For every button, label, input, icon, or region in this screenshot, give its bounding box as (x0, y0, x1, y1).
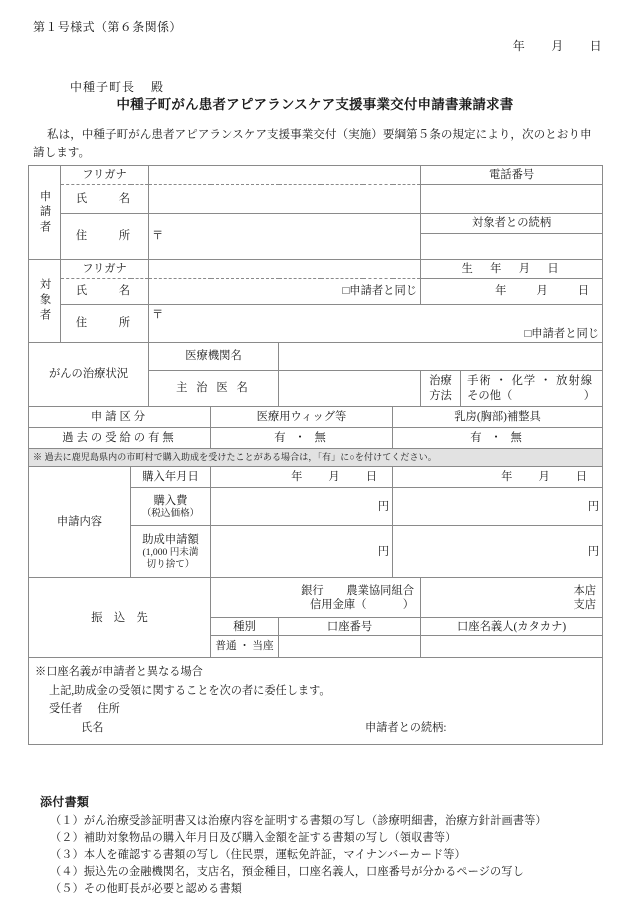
subsidy-yen-2: 円 (587, 545, 600, 558)
header-year-label: 年 (512, 39, 526, 53)
applicant-address-label: 住 所 (61, 214, 149, 260)
list-item: （４）振込先の金融機関名，支店名，預金種目，口座名義人，口座番号が分かるページの写し (50, 866, 524, 879)
list-item: （３）本人を確認する書類の写し（住民票，運転免許証，マイナンバーカード等） (50, 849, 466, 862)
delegation-delegate-label: 受任者 (49, 703, 83, 716)
purchase-cost-input-1[interactable] (211, 488, 393, 526)
content-section-label: 申請内容 (29, 467, 131, 578)
bank-branch-line1: 本店 (573, 584, 597, 597)
purchase-date-row (29, 467, 603, 488)
applicant-furigana-row (29, 166, 603, 185)
postal-mark-icon: 〒 (152, 230, 164, 243)
applicant-furigana-input[interactable] (149, 166, 421, 185)
applicant-relation-input[interactable] (421, 234, 603, 260)
header-month-label: 月 (551, 39, 564, 53)
header-date-line (513, 37, 602, 54)
target-address-label: 住 所 (61, 305, 149, 343)
application-table (28, 165, 603, 745)
page-title: 中種子町がん患者アピアランスケア支援事業交付申請書兼請求書 (116, 97, 514, 112)
purchase-cost-input-2[interactable] (393, 488, 603, 526)
treatment-method-input[interactable] (461, 371, 603, 407)
list-item: （５）その他町長が必要と認める書類 (50, 883, 242, 896)
bank-institution-line2: 信用金庫（ ） (310, 598, 415, 611)
category-note: ※ 過去に鹿児島県内の市町村で購入助成を受けたことがある場合は，「有」に○を付けてください。 (29, 449, 603, 467)
target-birth-label: 生 年 月 日 (421, 260, 603, 279)
bank-account-holder-label: 口座名義人(カタカナ) (421, 618, 603, 636)
applicant-relation-label: 対象者との続柄 (421, 214, 603, 234)
target-address-input[interactable] (149, 305, 603, 325)
delegation-relation-field[interactable]: 申請者との続柄: (365, 721, 447, 734)
bank-account-number-label: 口座番号 (279, 618, 421, 636)
treatment-method-label (421, 371, 461, 407)
treatment-institution-row (29, 343, 603, 371)
bank-institution-line1: 銀行 農業協同組合 (301, 584, 415, 597)
delegation-block (29, 658, 603, 745)
target-section-label: 対象者 (29, 260, 61, 343)
attachments-section (40, 793, 620, 898)
past-receipt-wig-value[interactable]: 有 ・ 無 (211, 428, 393, 449)
attachments-title: 添付書類 (40, 795, 90, 809)
category-label: 申請区分 (29, 407, 211, 428)
bank-branch-input[interactable] (421, 578, 603, 618)
target-name-label: 氏 名 (61, 279, 149, 305)
target-address-same-checkbox[interactable]: □申請者と同じ (149, 325, 603, 343)
treatment-institution-input[interactable] (279, 343, 603, 371)
subsidy-label-sub1: (1,000 円未満 (142, 546, 199, 558)
list-item: （１）がん治療受診証明書又は治療内容を証明する書類の写し（診療明細書，治療方針計画書等） (50, 815, 547, 827)
addressee-name: 中種子町長 (70, 80, 136, 94)
target-furigana-label: フリガナ (61, 260, 149, 279)
treatment-method-label-line2: 方法 (429, 389, 452, 402)
treatment-institution-label: 医療機関名 (149, 343, 279, 371)
treatment-section-label: がんの治療状況 (29, 343, 149, 407)
purchase-cost-yen-1: 円 (377, 500, 389, 513)
delegation-line2: 上記,助成金の受領に関することを次の者に委任します。 (49, 684, 331, 697)
addressee-honorific: 殿 (151, 80, 165, 94)
applicant-phone-input[interactable] (421, 185, 603, 214)
bank-account-number-input[interactable] (279, 636, 421, 658)
bank-section-label: 振 込 先 (29, 578, 211, 658)
category-col-wig[interactable]: 医療用ウィッグ等 (211, 407, 393, 428)
past-receipt-label: 過去の受給の有無 (29, 428, 211, 449)
bank-branch-line2: 支店 (573, 598, 597, 611)
applicant-name-input[interactable] (149, 185, 421, 214)
purchase-date-input-2[interactable] (393, 467, 603, 488)
applicant-address-input[interactable] (149, 214, 421, 260)
category-col-breast[interactable]: 乳房(胸部)補整具 (393, 407, 603, 428)
treatment-doctor-label: 主 治 医 名 (149, 371, 279, 407)
treatment-method-options[interactable]: 手術 ・ 化学 ・ 放射線 (467, 375, 594, 388)
applicant-name-row (29, 185, 603, 214)
subsidy-label-main: 助成申請額 (142, 533, 199, 546)
delegation-address-field[interactable]: 住所 (97, 703, 120, 716)
subsidy-input-2[interactable] (393, 526, 603, 578)
purchase-cost-label-sub: （税込価格） (141, 507, 200, 519)
intro-paragraph: 私は，中種子町がん患者アピアランスケア支援事業交付（実施）要綱第５条の規定により，次のとおり申請します。 (33, 128, 592, 159)
target-same-as-applicant-checkbox[interactable]: □申請者と同じ (149, 279, 421, 305)
category-row (29, 407, 603, 428)
category-note-row (29, 449, 603, 467)
subsidy-label-sub2: 切り捨て） (146, 558, 195, 570)
delegation-line4 (35, 719, 596, 737)
purchase-date-month-2: 月 (538, 471, 550, 484)
delegation-line3 (35, 700, 596, 718)
treatment-method-label-line1: 治療 (429, 375, 452, 388)
bank-institution-input[interactable] (211, 578, 421, 618)
purchase-date-day-2: 日 (575, 471, 588, 484)
purchase-cost-label-main: 購入費 (153, 494, 188, 507)
purchase-date-label: 購入年月日 (131, 467, 211, 488)
target-birth-day: 日 (577, 285, 590, 298)
target-birth-year: 年 (495, 285, 507, 298)
treatment-doctor-input[interactable] (279, 371, 421, 407)
purchase-cost-yen-2: 円 (587, 500, 600, 513)
bank-institution-row (29, 578, 603, 618)
purchase-date-month-1: 月 (328, 471, 340, 484)
target-name-row (29, 279, 603, 305)
delegation-name-field[interactable]: 氏名 (81, 721, 104, 734)
form-number: 第１号様式（第６条関係） (33, 20, 182, 34)
subsidy-input-1[interactable] (211, 526, 393, 578)
past-receipt-breast-value[interactable]: 有 ・ 無 (393, 428, 603, 449)
purchase-date-year-1: 年 (291, 471, 303, 484)
applicant-phone-label: 電話番号 (421, 166, 603, 185)
bank-type-value[interactable]: 普通 ・ 当座 (211, 636, 279, 658)
past-receipt-row (29, 428, 603, 449)
list-item: （２）補助対象物品の購入年月日及び購入金額を証する書類の写し（領収書等） (50, 832, 457, 845)
applicant-name-label: 氏 名 (61, 185, 149, 214)
subsidy-label (131, 526, 211, 578)
purchase-date-input-1[interactable] (211, 467, 393, 488)
bank-account-holder-input[interactable] (421, 636, 603, 658)
purchase-date-year-2: 年 (501, 471, 513, 484)
purchase-date-day-1: 日 (365, 471, 377, 484)
target-furigana-input[interactable] (149, 260, 421, 279)
applicant-furigana-label: フリガナ (61, 166, 149, 185)
target-birth-month: 月 (536, 285, 548, 298)
applicant-section-label: 申請者 (29, 166, 61, 260)
target-furigana-row (29, 260, 603, 279)
applicant-address-row-1 (29, 214, 603, 234)
target-birth-input[interactable] (421, 279, 603, 305)
treatment-method-other[interactable]: その他（ ） (467, 389, 596, 402)
postal-mark-icon: 〒 (152, 308, 164, 321)
purchase-cost-label (131, 488, 211, 526)
attachments-list (40, 813, 620, 898)
subsidy-yen-1: 円 (377, 545, 389, 558)
target-address-row-1 (29, 305, 603, 325)
delegation-line1: ※口座名義が申請者と異なる場合 (35, 666, 203, 679)
bank-type-label: 種別 (211, 618, 279, 636)
header-day-label: 日 (589, 39, 602, 53)
